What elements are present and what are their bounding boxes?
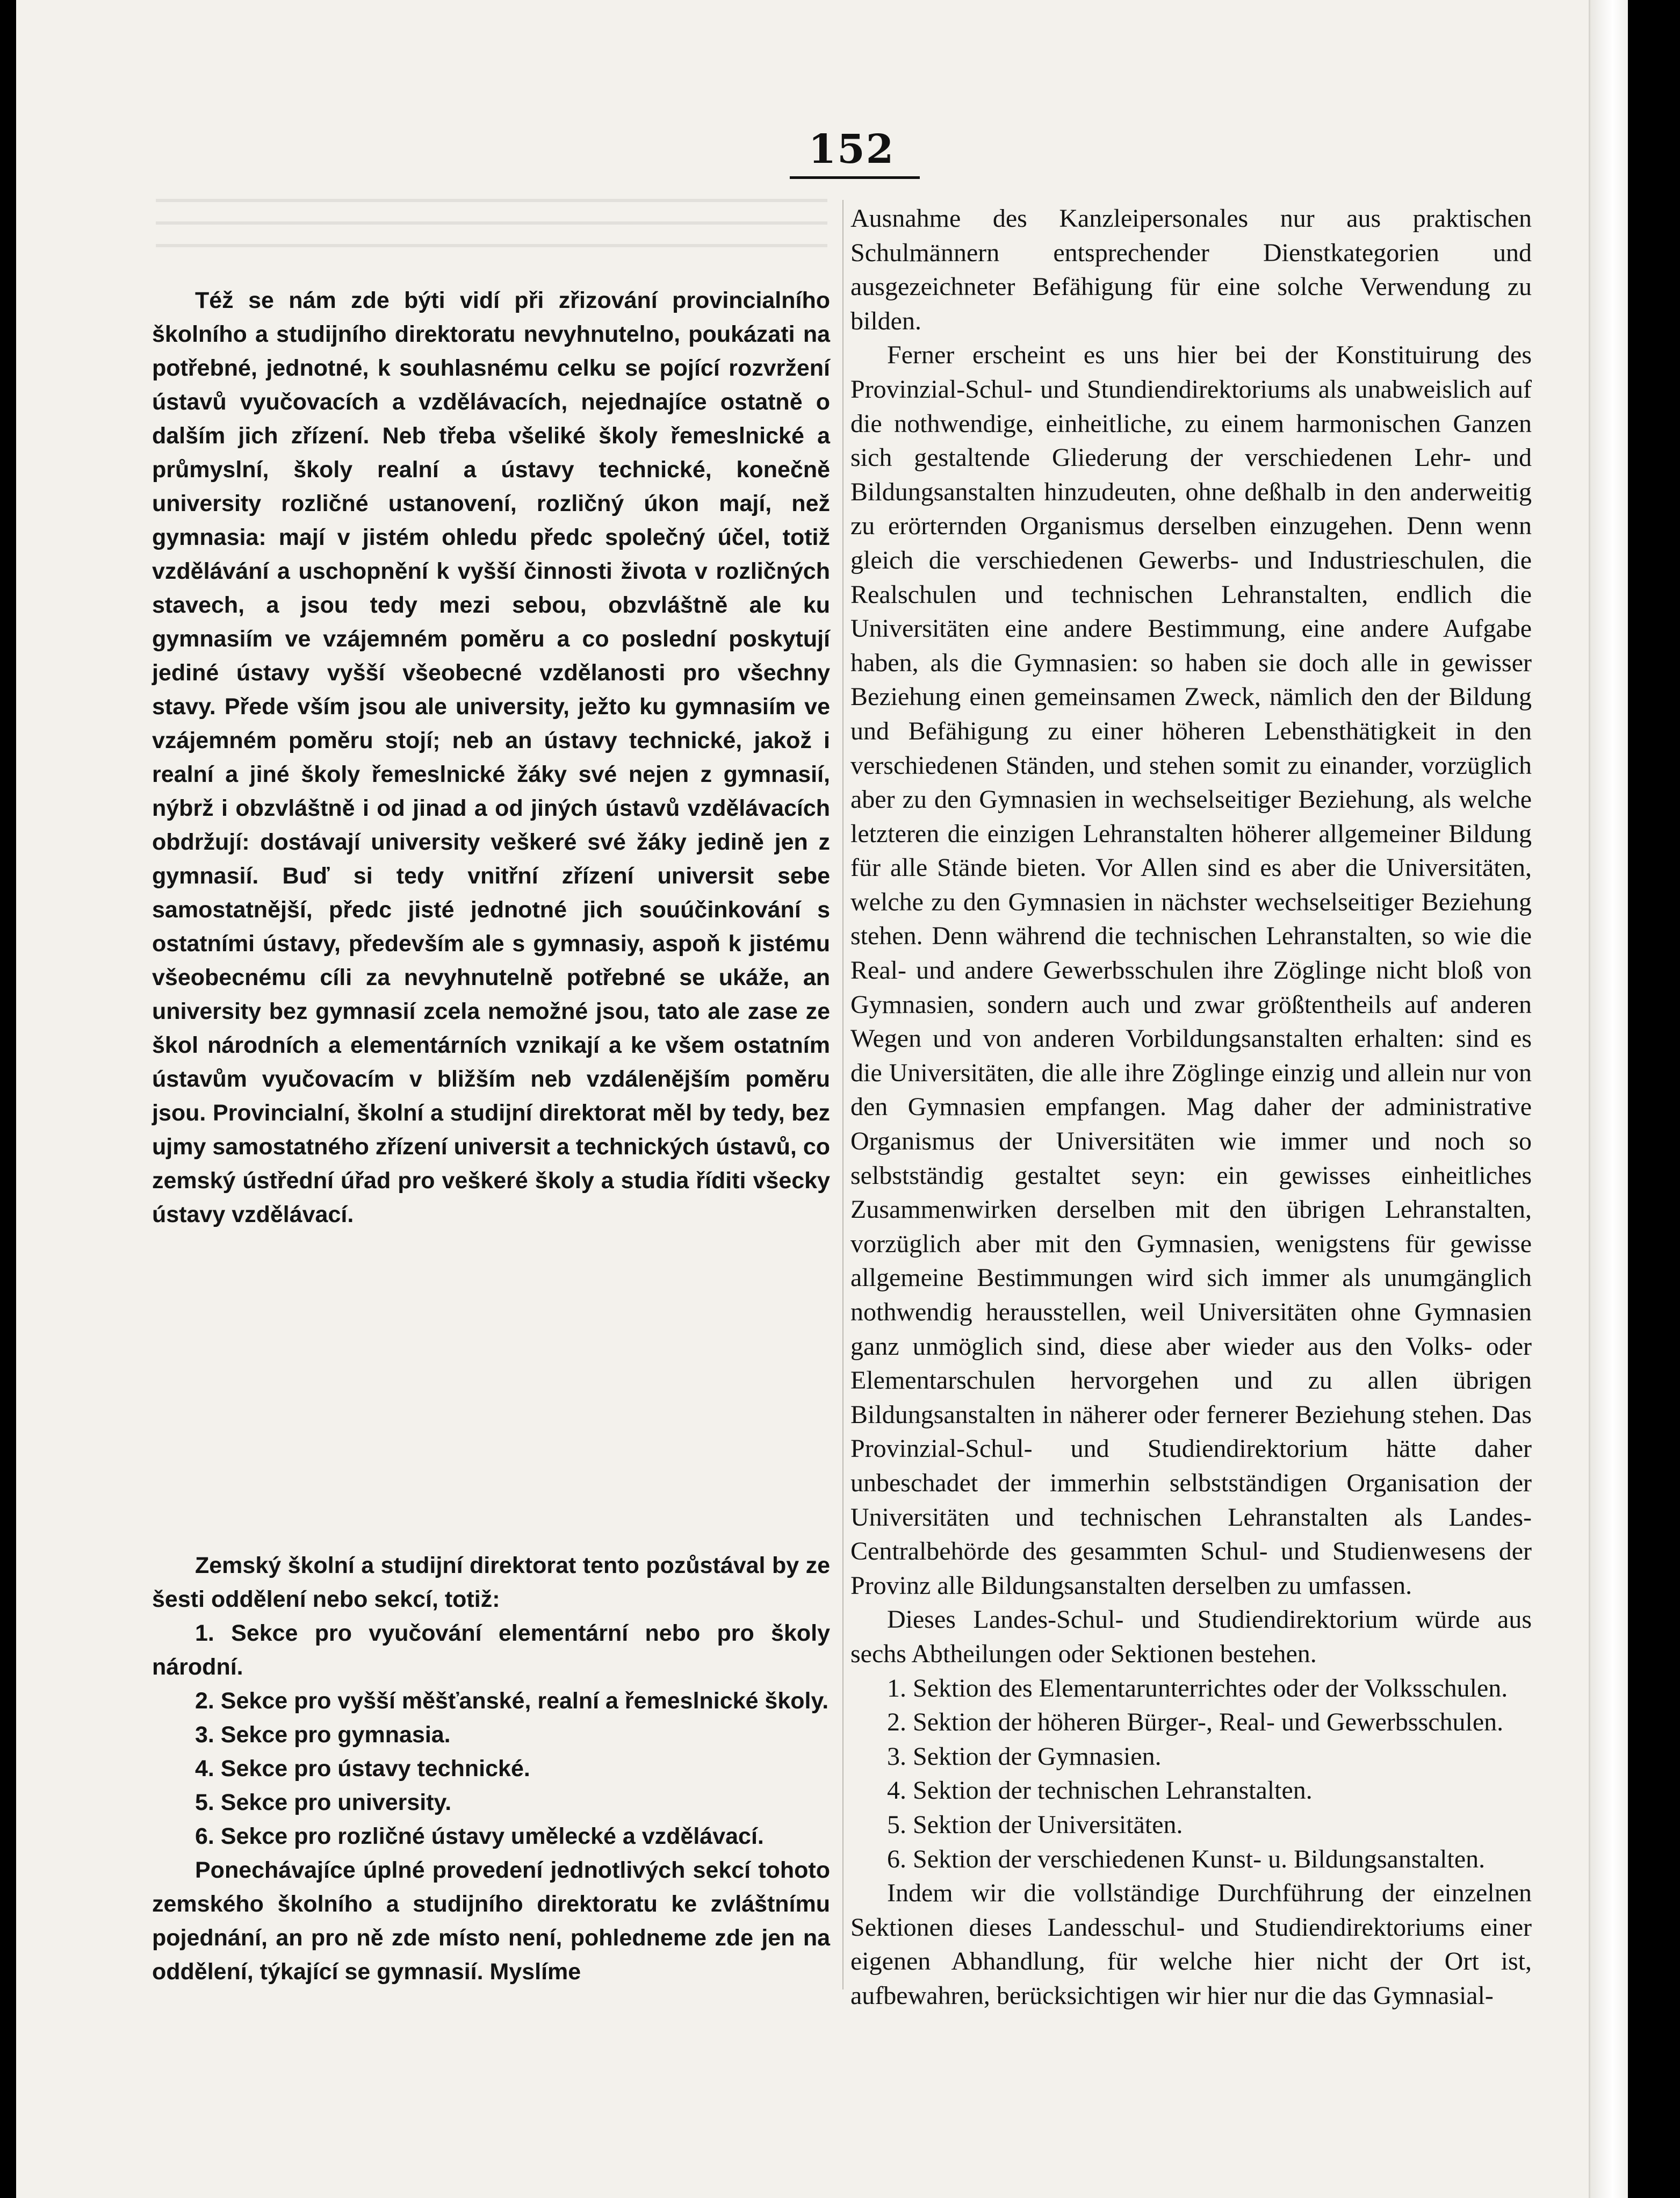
german-section-list: [850, 1671, 1532, 1877]
page-fold-edge: [1589, 0, 1628, 2198]
czech-section-item: 1. Sekce pro vyučování elementární nebo pro školy národní.: [152, 1620, 830, 1680]
german-paragraph-1: Ausnahme des Kanzleipersonales nur aus praktischen Schulmännern entsprechender Dienstkategorien und ausgezeichneter Befähigung für eine solche Verwendung zu bilden.: [850, 204, 1532, 335]
bleed-through-text: [156, 199, 827, 263]
german-section-item: 1. Sektion des Elementarunterrichtes oder der Volksschulen.: [887, 1673, 1508, 1703]
german-paragraph-2: Ferner erscheint es uns hier bei der Konstituirung des Provinzial-Schul- und Stundiendirektoriums als unabweislich auf die nothwendige, einheitliche, zu einem harmonischen Ganzen sich gestaltende Gliederung der verschiedenen Lehr- und Bildungsanstalten hinzudeuten, ohne deßhalb in den anderweitig zu erörternden Organismus derselben einzugehen. Denn wenn gleich die verschiedenen Gewerbs- und Industrieschulen, die Realschulen und technischen Lehranstalten, endlich die Universitäten eine andere Bestimmung, eine andere Aufgabe haben, als die Gymnasien: so haben sie doch alle in gewisser Beziehung einen gemeinsamen Zweck, nämlich den der Bildung und Befähigung zu einer höheren Lebensthätigkeit in den verschiedenen Ständen, und stehen somit zu einander, vorzüglich aber zu den Gymnasien in wechselseitiger Beziehung, als welche letzteren die einzigen Lehranstalten höherer allgemeiner Bildung für alle Stände bieten. Vor Allen sind es aber die Universitäten, welche zu den Gymnasien in nächster wechselseitiger Beziehung stehen. Denn während die technischen Lehranstalten, so wie die Real- und andere Gewerbsschulen ihre Zöglinge nicht bloß von Gymnasien, sondern auch und zwar größtentheils auf anderen Wegen und von anderen Vorbildungsanstalten erhalten: sind es die Universitäten, die alle ihre Zöglinge einzig und allein nur von den Gymnasien empfangen. Mag daher der administrative Organismus der Universitäten wie immer und noch so selbstständig gestaltet seyn: ein gewisses einheitliches Zusammenwirken derselben mit den übrigen Lehranstalten, vorzüglich aber mit den Gymnasien, wenigstens für gewisse allgemeine Bestimmungen wird sich immer als unumgänglich nothwendig herausstellen, weil Universitäten ohne Gymnasien ganz unmöglich sind, diese aber wieder aus den Volks- oder Elementarschulen hervorgehen und zu allen übrigen Bildungsanstalten in näherer oder fernerer Beziehung stehen. Das Provinzial-Schul- und Studiendirektorium hätte daher unbeschadet der immerhin selbstständigen Organisation der Universitäten und technischen Lehranstalten als Landes-Centralbehörde des gesammten Schul- und Studienwesens der Provinz alle Bildungsanstalten derselben zu umfassen.: [850, 341, 1532, 1600]
column-divider: [842, 200, 843, 1989]
czech-section-item: 6. Sekce pro rozličné ústavy umělecké a vzdělávací.: [195, 1823, 764, 1849]
page-number-rule: [790, 176, 920, 179]
german-section-item: 3. Sektion der Gymnasien.: [887, 1742, 1162, 1771]
german-column: [850, 202, 1532, 2013]
german-section-item: 6. Sektion der verschiedenen Kunst- u. Bildungsanstalten.: [887, 1844, 1486, 1873]
page-number: 152: [808, 126, 895, 173]
czech-paragraph-3: Ponechávajíce úplné provedení jednotlivých sekcí tohoto zemského školního a studijního direktoratu ke zvláštnímu pojednání, an pro ně zde místo není, pohledneme zde jen na oddělení, týkající se gymnasií. Myslíme: [152, 1857, 830, 1985]
german-paragraph-3: Dieses Landes-Schul- und Studiendirektorium würde aus sechs Abtheilungen oder Sektionen bestehen.: [850, 1605, 1532, 1668]
czech-paragraph-2: Zemský školní a studijní direktorat tento pozůstával by ze šesti oddělení nebo sekcí, totiž:: [152, 1553, 830, 1612]
czech-section-item: 5. Sekce pro university.: [195, 1790, 452, 1815]
czech-section-list: [152, 1617, 830, 1854]
german-section-item: 5. Sektion der Universitäten.: [887, 1810, 1183, 1839]
czech-column: [152, 284, 830, 1989]
czech-section-item: 4. Sekce pro ústavy technické.: [195, 1756, 530, 1782]
german-section-item: 2. Sektion der höheren Bürger-, Real- und Gewerbsschulen.: [887, 1708, 1504, 1737]
german-section-item: 4. Sektion der technischen Lehranstalten.: [887, 1776, 1313, 1805]
book-page: [16, 0, 1628, 2198]
czech-section-item: 2. Sekce pro vyšší měšťanské, realní a řemeslnické školy.: [195, 1688, 829, 1714]
german-paragraph-4: Indem wir die vollständige Durchführung der einzelnen Sektionen dieses Landesschul- und Studiendirektoriums einer eigenen Abhandlung, für welche hier nicht der Ort ist, aufbewahren, berücksichtigen wir hier nur die das Gymnasial-: [850, 1879, 1532, 2010]
czech-section-item: 3. Sekce pro gymnasia.: [195, 1722, 451, 1748]
czech-paragraph-1: Též se nám zde býti vidí při zřizování provincialního školního a studijního direktoratu nevyhnutelno, poukázati na potřebné, jednotné, k souhlasnému celku se pojící rozvržení ústavů vyučovacích a vzdělávacích, nejednajíce ostatně o dalším jich zřízení. Neb třeba všeliké školy řemeslnické a průmyslní, školy realní a ústavy technické, konečně university rozličné ustanovení, rozličný úkon mají, než gymnasia: mají v jistém ohledu předc společný účel, totiž vzdělávání a uschopnění k vyšší činnosti života v rozličných stavech, a jsou tedy mezi sebou, obzvláštně ale ku gymnasiím ve vzájemném poměru a co poslední poskytují jediné ústavy vyšší všeobecné vzdělanosti pro všechny stavy. Přede vším jsou ale university, ježto ku gymnasiím ve vzájemném poměru stojí; neb an ústavy technické, jakož i realní a jiné školy řemeslnické žáky své nejen z gymnasií, nýbrž i obzvláštně i od jinad a od jiných ústavů vzdělávacích obdržují: dostávají university veškeré své žáky jedině jen z gymnasií. Buď si tedy vnitřní zřízení universit sebe samostatnější, předc jisté jednotné jich souúčinkování s ostatními ústavy, především ale s gymnasiy, aspoň k jistému všeobecnému cíli za nevyhnutelně potřebné se ukáže, an university bez gymnasií zcela nemožné jsou, tato ale zase ze škol národních a elementárních vznikají a ke všem ostatním ústavům vyučovacím v bližším neb vzdálenějším poměru jsou. Provincialní, školní a studijní direktorat měl by tedy, bez ujmy samostatného zřízení universit a technických ústavů, co zemský ústřední úřad pro veškeré školy a studia říditi všecky ústavy vzdělávací.: [152, 288, 830, 1227]
